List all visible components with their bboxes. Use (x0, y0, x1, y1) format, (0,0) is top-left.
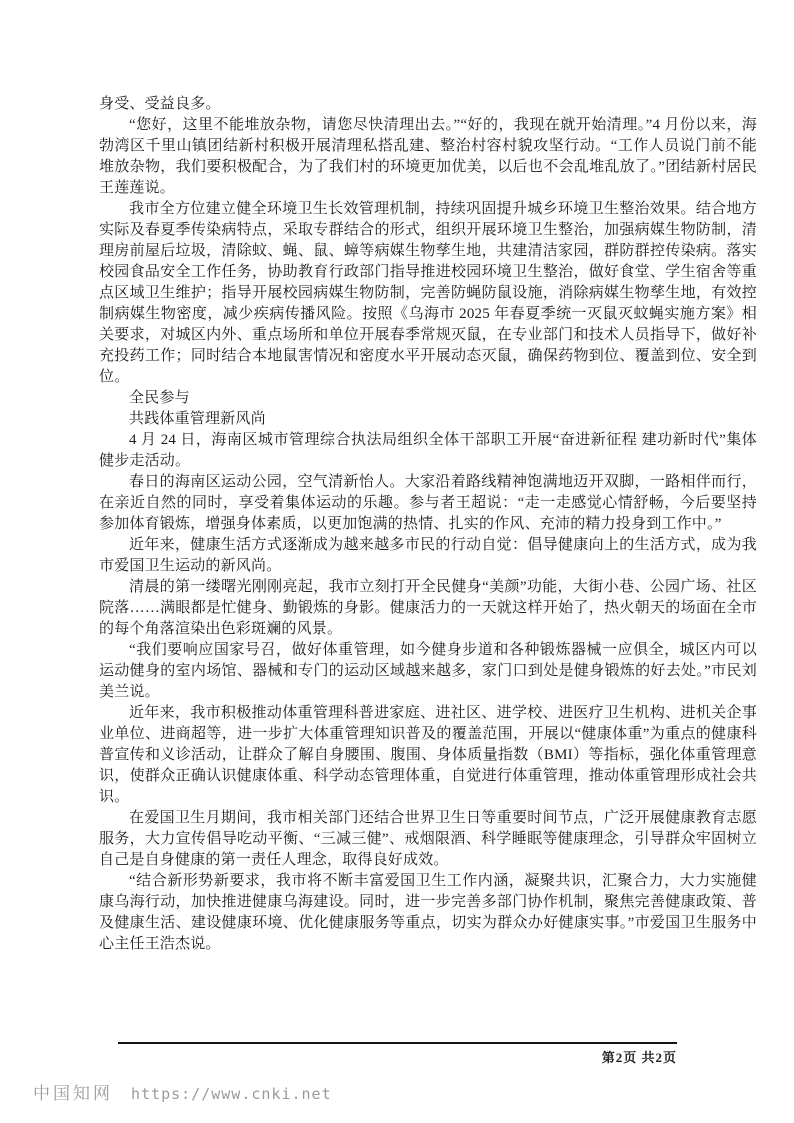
section-heading: 共践体重管理新风尚 (129, 411, 266, 427)
paragraph: 4 月 24 日，海南区城市管理综合执法局组织全体干部职工开展“奋进新征程 建功新时代”集体健步走活动。 (99, 432, 757, 469)
section-heading: 全民参与 (129, 390, 190, 406)
cnki-brand-text: 中国知网 (33, 1084, 113, 1103)
paragraph: 清晨的第一缕曙光刚刚亮起，我市立刻打开全民健身“美颜”功能，大街小巷、公园广场、社区院落……满眼都是忙健身、勤锻炼的身影。健康活力的一天就这样开始了，热火朝天的场面在全市的每个角落渲染出色彩斑斓的风景。 (99, 579, 757, 637)
paragraph: 近年来，我市积极推动体重管理科普进家庭、进社区、进学校、进医疗卫生机构、进机关企事业单位、进商超等，进一步扩大体重管理知识普及的覆盖范围，开展以“健康体重”为重点的健康科普宣传和义诊活动，让群众了解自身腰围、腹围、身体质量指数（BMI）等指标，强化体重管理意识，使群众正确认识健康体重、科学动态管理体重，自觉进行体重管理，推动体重管理形成社会共识。 (99, 705, 757, 805)
document-body (99, 94, 757, 955)
paragraph: 近年来，健康生活方式逐渐成为越来越多市民的行动自觉：倡导健康向上的生活方式，成为我市爱国卫生运动的新风尚。 (99, 537, 757, 574)
page-number: 第2页 共2页 (601, 1050, 677, 1065)
paragraph: 在爱国卫生月期间，我市相关部门还结合世界卫生日等重要时间节点，广泛开展健康教育志愿服务，大力宣传倡导吃动平衡、“三减三健”、戒烟限酒、科学睡眠等健康理念，引导群众牢固树立自己是自身健康的第一责任人理念，取得良好成效。 (99, 810, 757, 868)
cnki-url: https://www.cnki.net (131, 1085, 332, 1103)
paragraph: “我们要响应国家号召，做好体重管理，如今健身步道和各种锻炼器械一应俱全，城区内可以运动健身的室内场馆、器械和专门的运动区域越来越多，家门口到处是健身锻炼的好去处。”市民刘美兰说。 (99, 642, 757, 700)
paragraph: 身受、受益良多。 (99, 96, 221, 112)
paragraph: 春日的海南区运动公园，空气清新怡人。大家沿着路线精神饱满地迈开双脚，一路相伴而行，在亲近自然的同时，享受着集体运动的乐趣。参与者王超说：“走一走感觉心情舒畅，今后要坚持参加体育锻炼，增强身体素质，以更加饱满的热情、扎实的作风、充沛的精力投身到工作中。” (99, 474, 757, 532)
footer-divider (118, 1042, 677, 1044)
paragraph: 我市全方位建立健全环境卫生长效管理机制，持续巩固提升城乡环境卫生整治效果。结合地方实际及春夏季传染病特点，采取专群结合的形式，组织开展环境卫生整治，加强病媒生物防制，清理房前屋后垃圾，清除蚊、蝇、鼠、蟑等病媒生物孳生地，共建清洁家园，群防群控传染病。落实校园食品安全工作任务，协助教育行政部门指导推进校园环境卫生整治，做好食堂、学生宿舍等重点区域卫生维护；指导开展校园病媒生物防制，完善防蝇防鼠设施，消除病媒生物孳生地，有效控制病媒生物密度，减少疾病传播风险。按照《乌海市 2025 年春夏季统一灭鼠灭蚊蝇实施方案》相关要求，对城区内外、重点场所和单位开展春季常规灭鼠，在专业部门和技术人员指导下，做好补充投药工作；同时结合本地鼠害情况和密度水平开展动态灭鼠，确保药物到位、覆盖到位、安全到位。 (99, 201, 757, 385)
cnki-watermark (33, 1079, 332, 1104)
paragraph: “您好，这里不能堆放杂物，请您尽快清理出去。”“好的，我现在就开始清理。”4 月份以来，海勃湾区千里山镇团结新村积极开展清理私搭乱建、整治村容村貌攻坚行动。“工作人员说门前不能堆放杂物，我们要积极配合，为了我们村的环境更加优美，以后也不会乱堆乱放了。”团结新村居民王莲莲说。 (99, 117, 757, 196)
paragraph: “结合新形势新要求，我市将不断丰富爱国卫生工作内涵，凝聚共识，汇聚合力，大力实施健康乌海行动，加快推进健康乌海建设。同时，进一步完善多部门协作机制，聚焦完善健康政策、普及健康生活、建设健康环境、优化健康服务等重点，切实为群众办好健康实事。”市爱国卫生服务中心主任王浩杰说。 (99, 873, 757, 952)
